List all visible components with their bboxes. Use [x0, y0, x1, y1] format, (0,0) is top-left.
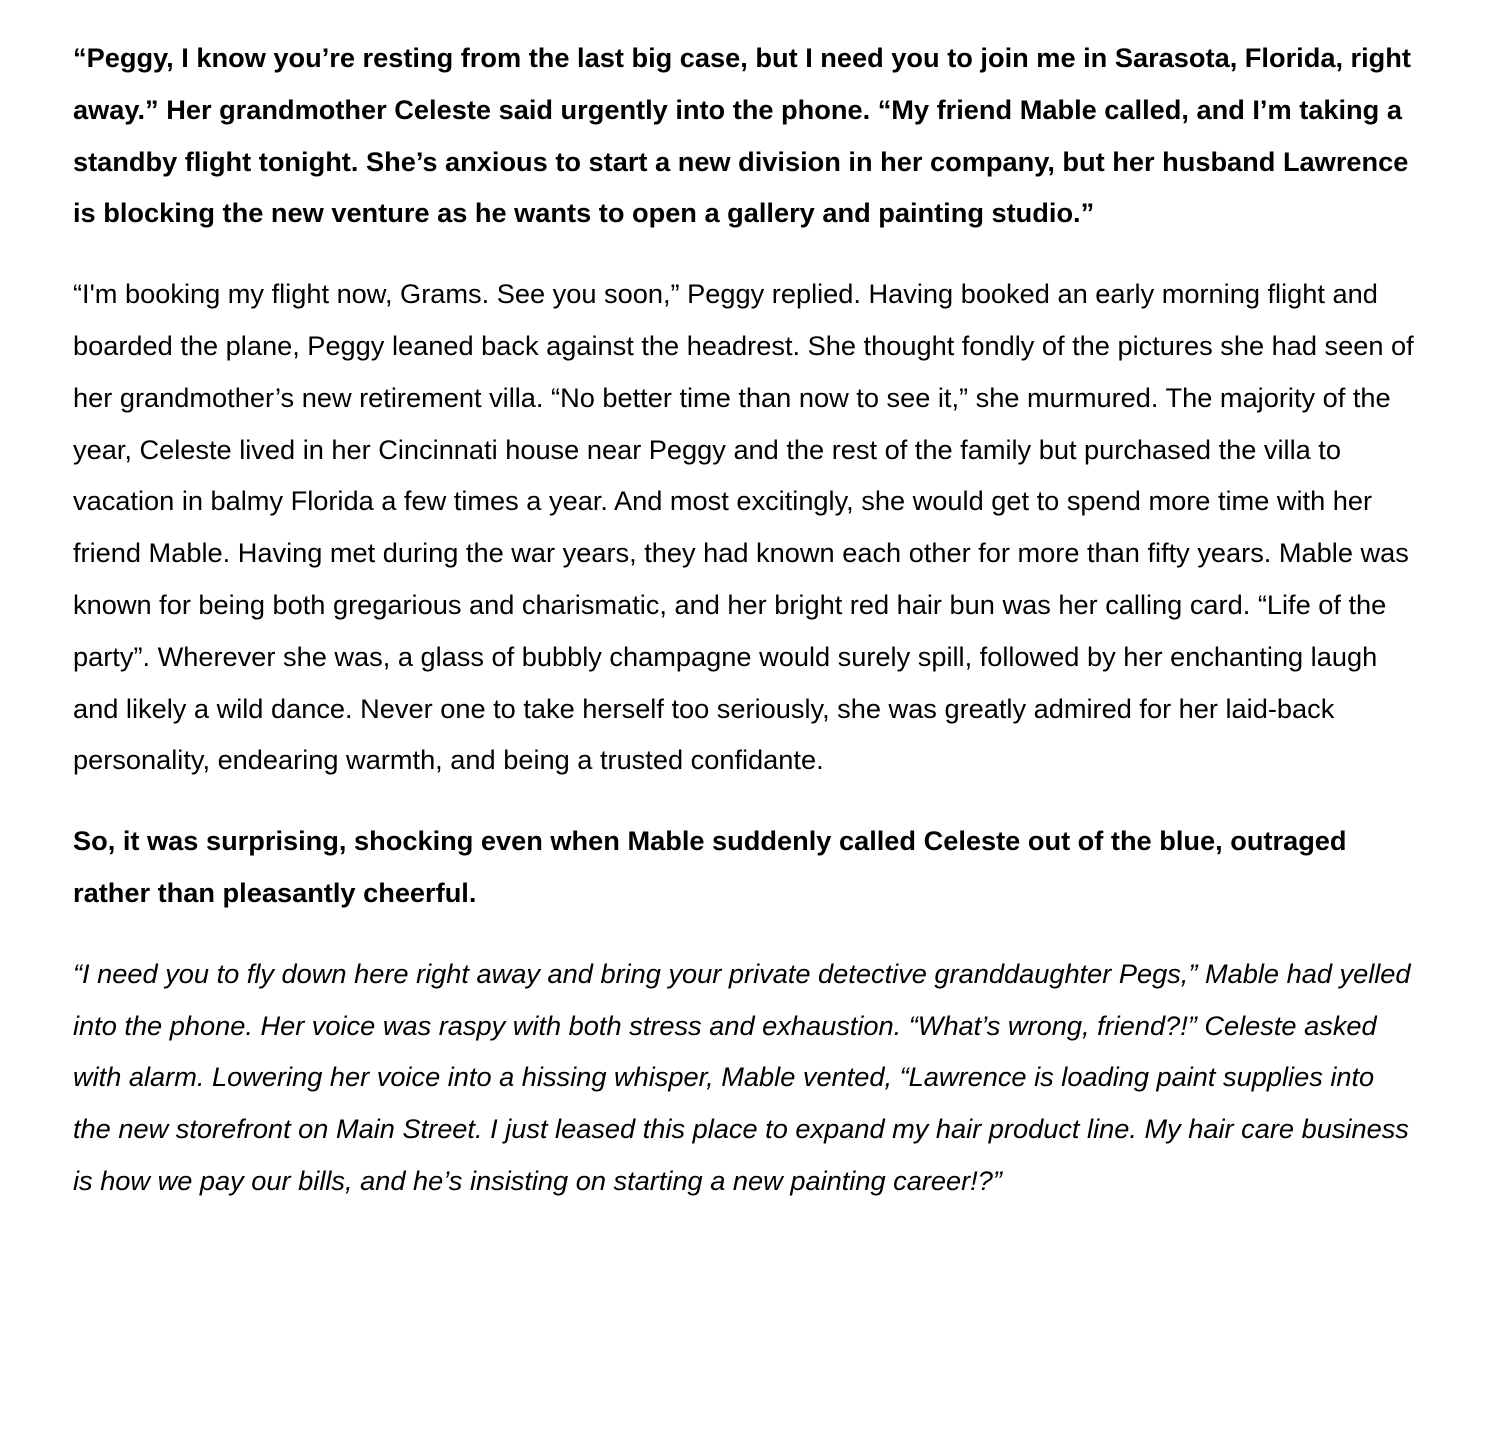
- paragraph-peggy-flight: “I'm booking my flight now, Grams. See you soon,” Peggy replied. Having booked an early morning flight and boarded the plane, Peggy leaned back against the headrest. She thought fondly of the pictures she had seen of her grandmother’s new retirement villa. “No better time than now to see it,” she murmured. The majority of the year, Celeste lived in her Cincinnati house near Peggy and the rest of the family but purchased the villa to vacation in balmy Florida a few times a year. And most excitingly, she would get to spend more time with her friend Mable. Having met during the war years, they had known each other for more than fifty years. Mable was known for being both gregarious and charismatic, and her bright red hair bun was her calling card. “Life of the party”. Wherever she was, a glass of bubbly champagne would surely spill, followed by her enchanting laugh and likely a wild dance. Never one to take herself too seriously, she was greatly admired for her laid-back personality, endearing warmth, and being a trusted confidante.: [73, 278, 1414, 776]
- paragraph-mable-call: “I need you to fly down here right away and bring your private detective granddaughter Pegs,” Mable had yelled into the phone. Her voice was raspy with both stress and exhaustion. “What’s wrong, friend?!” Celeste asked with alarm. Lowering her voice into a hissing whisper, Mable vented, “Lawrence is loading paint supplies into the new storefront on Main Street. I just leased this place to expand my hair product line. My hair care business is how we pay our bills, and he’s insisting on starting a new painting career!?”: [73, 957, 1411, 1196]
- paragraph-surprising-call: So, it was surprising, shocking even when Mable suddenly called Celeste out of the blue, outraged rather than pleasantly cheerful.: [73, 825, 1347, 908]
- paragraph-celeste-call: “Peggy, I know you’re resting from the last big case, but I need you to join me in Sarasota, Florida, right away.” Her grandmother Celeste said urgently into the phone. “My friend Mable called, and I’m taking a standby flight tonight. She’s anxious to start a new division in her company, but her husband Lawrence is blocking the new venture as he wants to open a gallery and painting studio.”: [73, 42, 1411, 229]
- story-page: [73, 32, 1418, 1236]
